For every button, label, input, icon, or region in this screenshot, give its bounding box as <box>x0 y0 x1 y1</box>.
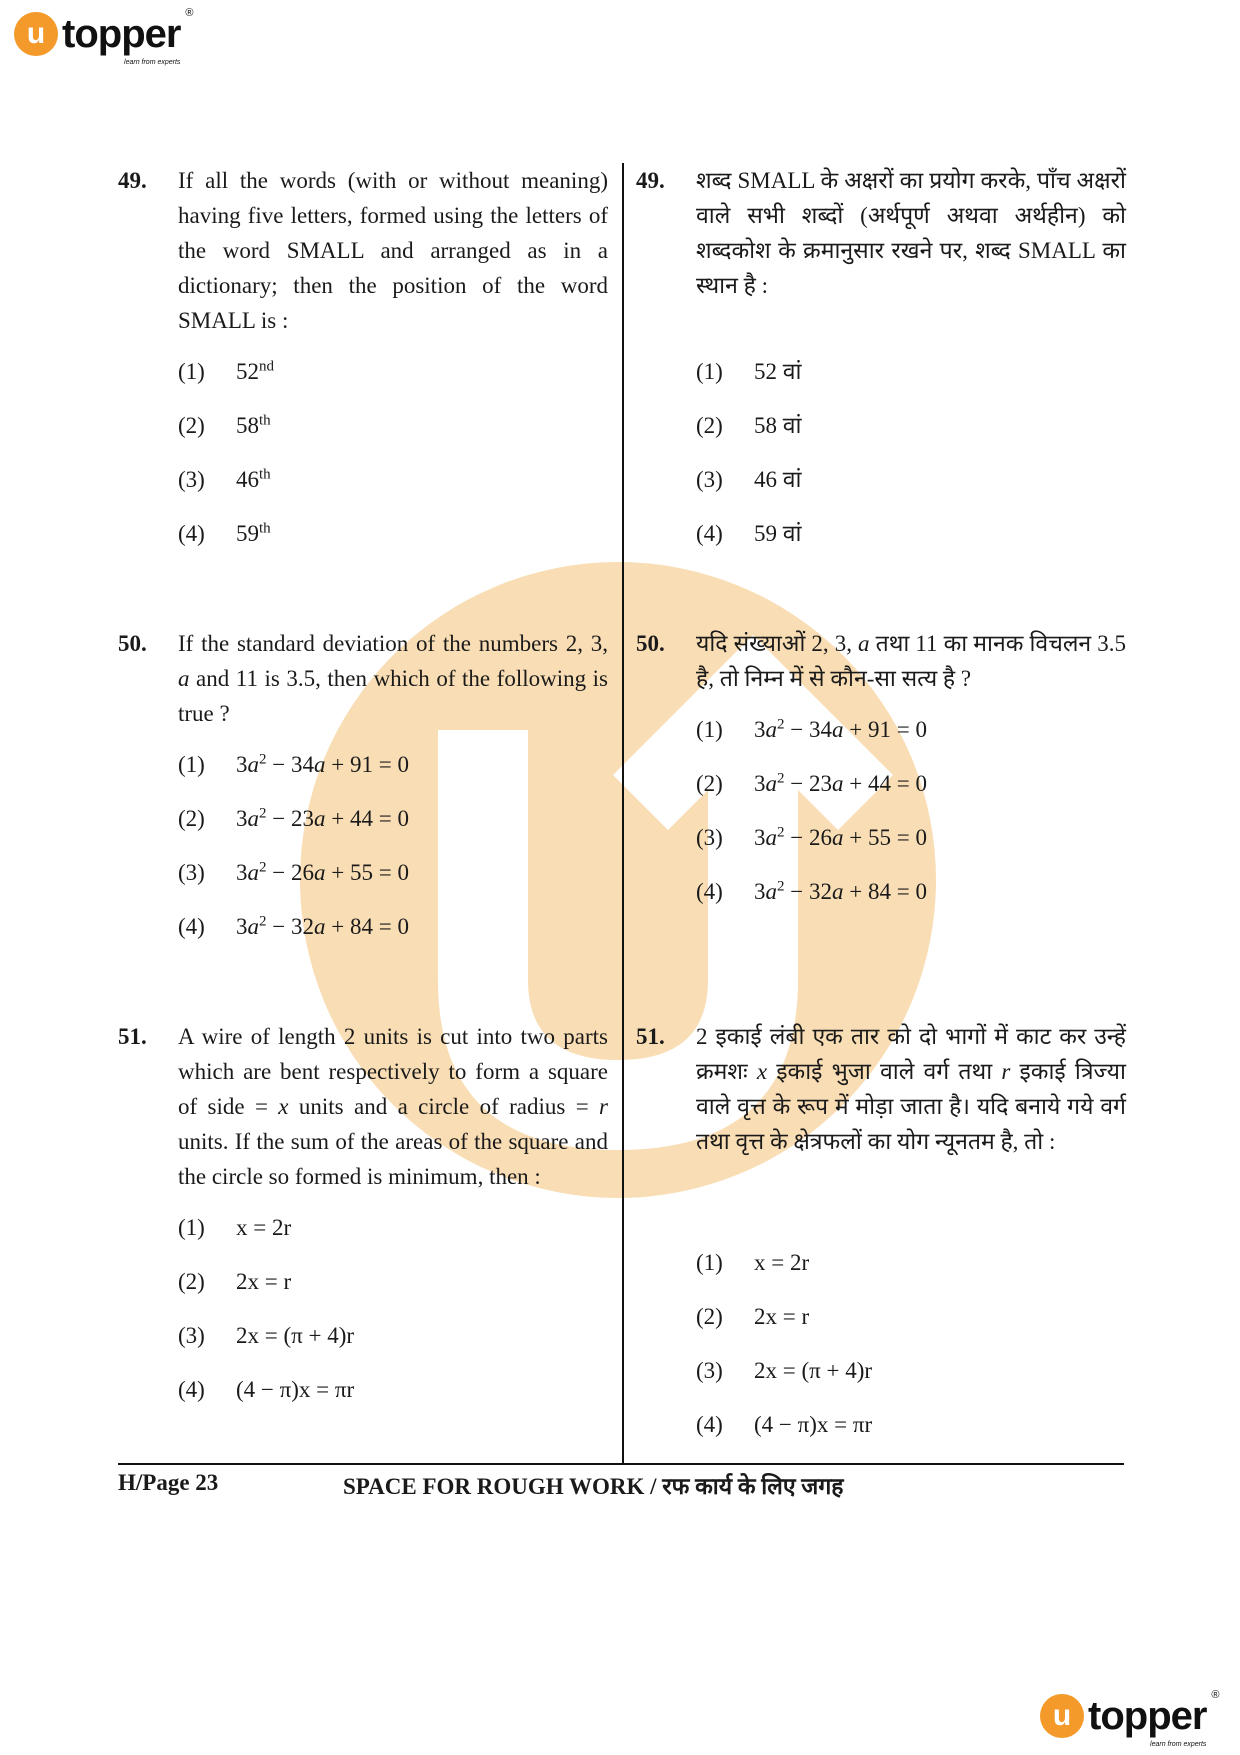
option: (1) 52nd <box>178 358 274 384</box>
option: (4) $3a^2 - 32a + 84 = 0$ <box>178 913 409 939</box>
question-number: 50. <box>636 631 665 656</box>
options-list <box>696 357 1126 573</box>
question-49-en <box>118 163 608 573</box>
question-51-hi <box>636 1019 1126 1464</box>
option: (3) 46 वां <box>696 467 802 492</box>
option: (1) x = 2r <box>178 1215 292 1240</box>
question-51-en <box>118 1019 608 1429</box>
question-text: यदि संख्याओं 2, 3, a तथा 11 का मानक विचलन 3.5 है, तो निम्न में से कौन-सा सत्य है ? <box>696 631 1126 691</box>
option: (1) $3a^2 - 34a + 91 = 0$ <box>178 751 409 777</box>
topper-logo-icon: u <box>14 12 58 56</box>
topper-logo-icon: u <box>1040 1694 1084 1738</box>
options-list <box>178 1213 608 1429</box>
question-text: 2 इकाई लंबी एक तार को दो भागों में काट कर उन्हें क्रमशः x इकाई भुजा वाले वर्ग तथा r इकाई त्रिज्या वाले वृत्त के रूप में मोड़ा जाता है। यदि बनाये गये वर्ग तथा वृत्त के क्षेत्रफलों का योग न्यूनतम है, तो : <box>696 1024 1126 1154</box>
page-number: H/Page 23 <box>118 1470 219 1495</box>
option: (2) 58th <box>178 412 271 438</box>
option: (4) (4 − π)x = πr <box>696 1412 873 1437</box>
topper-logo-text: topper ® learn from experts <box>1088 1689 1219 1748</box>
question-50-en <box>118 626 608 966</box>
topper-logo-top <box>14 7 193 66</box>
options-list <box>178 357 608 573</box>
option: (3) $3a^2 - 26a + 55 = 0$ <box>178 859 409 885</box>
option: (4) (4 − π)x = πr <box>178 1377 355 1402</box>
options-list <box>696 1248 1126 1464</box>
question-text: शब्द SMALL के अक्षरों का प्रयोग करके, पाँच अक्षरों वाले सभी शब्दों (अर्थपूर्ण अथवा अर्थहीन) को शब्दकोश के क्रमानुसार रखने पर, शब्द SMALL का स्थान है : <box>696 168 1126 298</box>
option: (1) $3a^2 - 34a + 91 = 0$ <box>696 716 927 742</box>
option: (2) 2x = r <box>178 1269 292 1294</box>
column-divider <box>622 163 624 1463</box>
question-number: 51. <box>118 1024 147 1049</box>
options-list <box>178 750 608 966</box>
option: (4) 59th <box>178 520 271 546</box>
question-50-hi <box>636 626 1126 931</box>
question-number: 50. <box>118 631 147 656</box>
options-list <box>696 715 1126 931</box>
option: (3) 2x = (π + 4)r <box>696 1358 873 1383</box>
option: (1) x = 2r <box>696 1250 810 1275</box>
question-number: 51. <box>636 1024 665 1049</box>
option: (2) 58 वां <box>696 413 802 438</box>
question-number: 49. <box>118 168 147 193</box>
topper-logo-text: topper ® learn from experts <box>62 7 193 66</box>
option: (3) 46th <box>178 466 271 492</box>
option: (4) $3a^2 - 32a + 84 = 0$ <box>696 878 927 904</box>
question-49-hi <box>636 163 1126 573</box>
rough-work-label: SPACE FOR ROUGH WORK / रफ कार्य के लिए जगह <box>343 1474 844 1499</box>
question-text: A wire of length 2 units is cut into two parts which are bent respectively to form a square of side = x units and a circle of radius = r units. If the sum of the areas of the square and the circle so formed is minimum, then : <box>178 1024 608 1189</box>
question-number: 49. <box>636 168 665 193</box>
topper-logo-bottom <box>1040 1689 1219 1748</box>
option: (3) 2x = (π + 4)r <box>178 1323 355 1348</box>
option: (3) $3a^2 - 26a + 55 = 0$ <box>696 824 927 850</box>
option: (1) 52 वां <box>696 359 802 384</box>
option: (4) 59 वां <box>696 521 802 546</box>
option: (2) $3a^2 - 23a + 44 = 0$ <box>696 770 927 796</box>
question-text: If the standard deviation of the numbers 2, 3, a and 11 is 3.5, then which of the following is true ? <box>178 631 608 726</box>
option: (2) $3a^2 - 23a + 44 = 0$ <box>178 805 409 831</box>
footer-rule <box>118 1463 1124 1465</box>
question-text: If all the words (with or without meaning) having five letters, formed using the letters of the word SMALL and arranged as in a dictionary; then the position of the word SMALL is : <box>178 168 608 333</box>
option: (2) 2x = r <box>696 1304 810 1329</box>
